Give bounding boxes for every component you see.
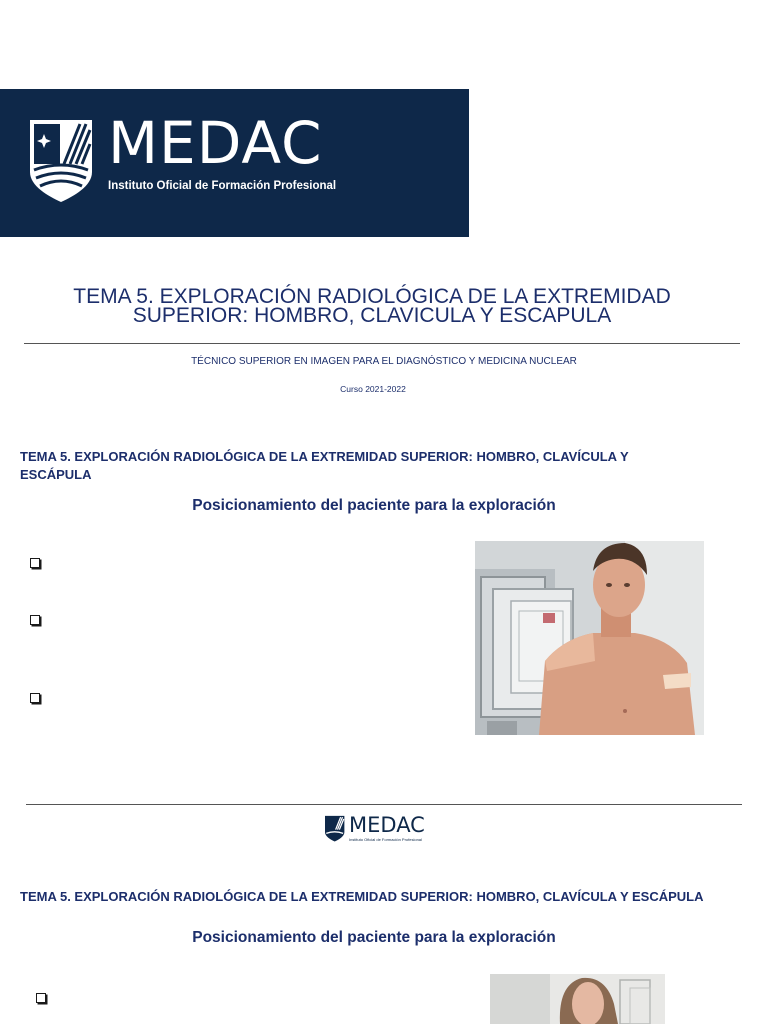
divider [26,804,742,805]
checkbox-bullet-icon [36,993,46,1003]
cover-title-line2: SUPERIOR: HOMBRO, CLAVICULA Y ESCAPULA [132,304,612,327]
checkbox-bullet-icon [30,558,40,568]
medac-shield-icon [325,815,345,843]
medac-shield-icon [30,120,94,204]
checkbox-bullet-icon [30,693,40,703]
patient-positioning-photo [475,541,704,735]
slide1-section-title [20,448,740,484]
slide1-section-line1: TEMA 5. EXPLORACIÓN RADIOLÓGICA DE LA EXTREMIDAD SUPERIOR: HOMBRO, CLAVÍCULA Y [20,449,629,464]
slide2-section-title: TEMA 5. EXPLORACIÓN RADIOLÓGICA DE LA EXTREMIDAD SUPERIOR: HOMBRO, CLAVÍCULA Y ESCÁPULA [20,889,704,904]
brand-tagline: Instituto Oficial de Formación Profesional [108,180,337,192]
course-year: Curso 2021-2022 [340,384,406,394]
slide1-subtitle: Posicionamiento del paciente para la exploración [192,497,556,514]
footer-brand-wordmark: MEDAC [349,813,425,837]
cover-title [40,287,704,325]
patient-positioning-photo-2 [490,974,665,1024]
footer-brand-tagline: Instituto Oficial de Formación Profesional [349,837,422,842]
slide2-subtitle: Posicionamiento del paciente para la exploración [192,929,556,946]
checkbox-bullet-icon [30,615,40,625]
cover-title-line1: TEMA 5. EXPLORACIÓN RADIOLÓGICA DE LA EXTREMIDAD [73,285,671,308]
slide1-section-line2: ESCÁPULA [20,467,92,482]
brand-wordmark: MEDAC [108,109,323,177]
divider [24,343,740,344]
program-name: TÉCNICO SUPERIOR EN IMAGEN PARA EL DIAGNÓSTICO Y MEDICINA NUCLEAR [191,356,577,367]
